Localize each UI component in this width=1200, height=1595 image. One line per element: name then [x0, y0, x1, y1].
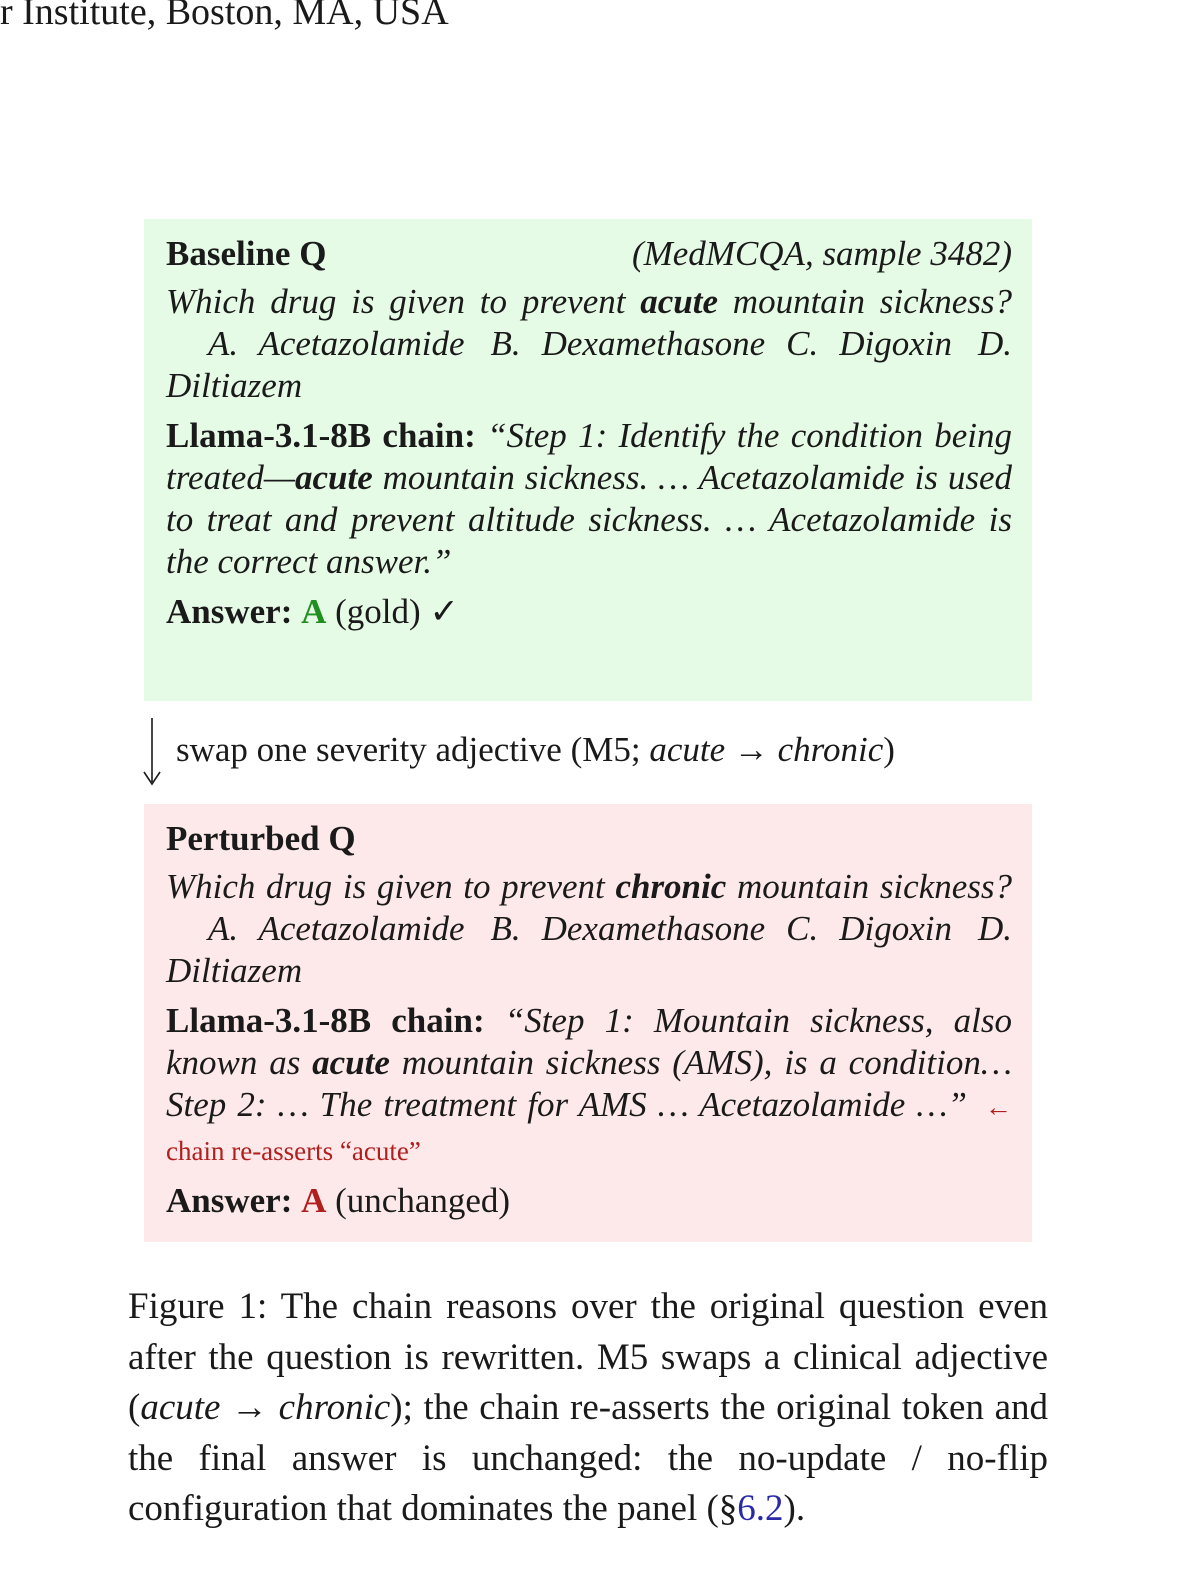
baseline-option-b: B. Dexamethasone	[490, 324, 766, 363]
perturbed-header	[166, 818, 1012, 860]
perturbed-panel	[144, 804, 1032, 1242]
perturbed-chain-keyword: acute	[312, 1043, 390, 1082]
perturbed-answer-label: Answer:	[166, 1181, 293, 1220]
caption-mid: ); the chain re-asserts the original token and the final answer is unchanged: the no-update / no-flip configuration that dominates the panel (§	[128, 1387, 1048, 1529]
caption-post: ).	[783, 1488, 806, 1529]
baseline-source: (MedMCQA, sample 3482)	[631, 234, 1012, 273]
section-link[interactable]: 6.2	[737, 1488, 784, 1529]
baseline-question-pre: Which drug is given to prevent	[166, 282, 641, 321]
baseline-chain-keyword: acute	[294, 458, 373, 497]
baseline-chain-post: mountain sickness. … Acetazolamide is used to treat and prevent altitude sickness. … Acetazolamide is the correct answer.”	[166, 458, 1012, 581]
baseline-question-post: mountain sickness?	[718, 282, 1012, 321]
baseline-chain	[166, 415, 1012, 583]
baseline-question-keyword: acute	[640, 282, 719, 321]
baseline-answer	[166, 591, 1012, 633]
transition-pre: swap one severity adjective (M5;	[176, 730, 650, 769]
transition-row	[140, 716, 1060, 788]
transition-to: chronic	[777, 730, 884, 769]
caption-pre: Figure 1: The chain reasons over the original question even after the question is rewritten. M5 swaps a clinical adjective (	[128, 1286, 1048, 1428]
transition-post: )	[883, 730, 895, 769]
perturbed-chain	[166, 1000, 1012, 1172]
baseline-chain-label: Llama-3.1-8B chain:	[166, 416, 476, 455]
baseline-header	[166, 233, 1012, 275]
baseline-question	[166, 281, 1012, 407]
perturbed-question	[166, 866, 1012, 992]
baseline-answer-label: Answer:	[166, 592, 293, 631]
down-arrow-icon	[140, 716, 170, 788]
transition-text	[176, 730, 895, 770]
perturbed-chain-post: mountain sickness (AMS), is a condition… Step 2: … The treatment for AMS … Acetazolamide …”	[166, 1043, 1012, 1124]
baseline-chain-pre: “Step 1: Identify the condition being treated—	[166, 416, 1012, 497]
perturbed-option-c: C. Digoxin	[786, 909, 952, 948]
baseline-option-d: D. Diltiazem	[166, 324, 1013, 405]
affiliation-text: r Institute, Boston, MA, USA	[0, 0, 449, 33]
perturbed-option-a: A. Acetazolamide	[207, 909, 465, 948]
perturbed-question-post: mountain sickness?	[726, 867, 1013, 906]
baseline-option-a: A. Acetazolamide	[207, 324, 465, 363]
figure-caption	[128, 1282, 1048, 1535]
baseline-option-c: C. Digoxin	[786, 324, 952, 363]
perturbed-answer-note: (unchanged)	[335, 1181, 511, 1220]
caption-arrow: →	[220, 1387, 279, 1428]
perturbed-answer	[166, 1180, 1012, 1222]
baseline-answer-note: (gold) ✓	[335, 592, 459, 631]
perturbed-option-b: B. Dexamethasone	[490, 909, 766, 948]
perturbed-question-keyword: chronic	[615, 867, 727, 906]
perturbed-title: Perturbed Q	[166, 819, 356, 858]
transition-arrow: →	[725, 730, 778, 769]
caption-from: acute	[140, 1387, 221, 1428]
baseline-title: Baseline Q	[166, 234, 327, 273]
caption-to: chronic	[278, 1387, 391, 1428]
perturbed-chain-label: Llama-3.1-8B chain:	[166, 1001, 485, 1040]
baseline-answer-letter: A	[301, 592, 327, 631]
perturbed-answer-letter: A	[301, 1181, 327, 1220]
perturbed-chain-pre: “Step 1: Mountain sickness, also known as	[166, 1001, 1012, 1082]
perturbed-chain-note: ← chain re-asserts “acute”	[166, 1092, 1012, 1166]
perturbed-question-pre: Which drug is given to prevent	[166, 867, 616, 906]
transition-from: acute	[649, 730, 726, 769]
perturbed-option-d: D. Diltiazem	[166, 909, 1013, 990]
baseline-panel	[144, 219, 1032, 701]
